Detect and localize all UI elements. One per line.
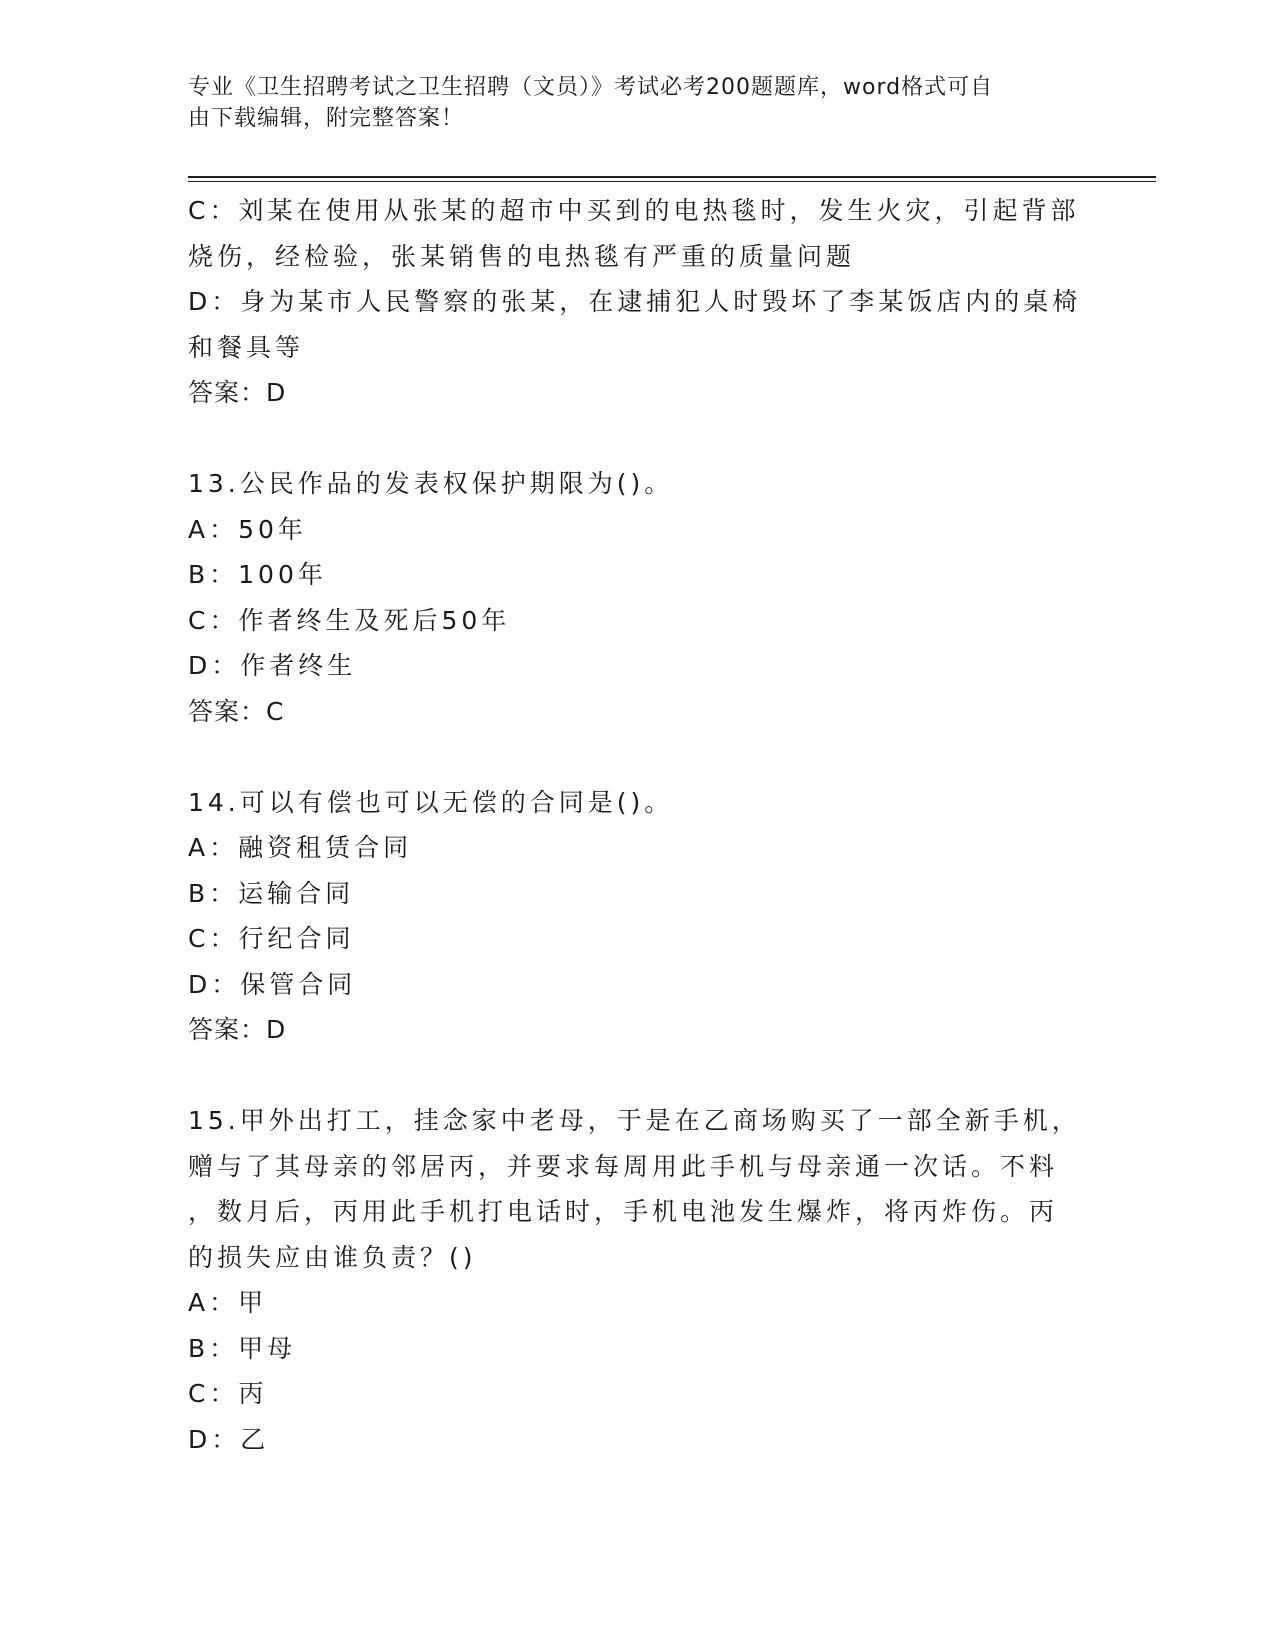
option-c: C：丙 bbox=[188, 1379, 268, 1408]
header-title-line-1: 专业《卫生招聘考试之卫生招聘（文员）》考试必考200题题库，word格式可自 bbox=[188, 75, 994, 100]
option-d: D：作者终生 bbox=[188, 651, 357, 680]
question-14 bbox=[188, 780, 1088, 1053]
answer-text: 答案：D bbox=[188, 378, 287, 407]
option-c: C：作者终生及死后50年 bbox=[188, 605, 511, 635]
option-d-line-1: D：身为某市人民警察的张某，在逮捕犯人时毁坏了李某饭店内的桌椅 bbox=[188, 287, 1082, 316]
header-divider-thin bbox=[188, 181, 1156, 182]
question-stem-line-4: 的损失应由谁负责？() bbox=[188, 1242, 477, 1272]
option-c: C：行纪合同 bbox=[188, 924, 355, 953]
spacer bbox=[188, 416, 1088, 462]
question-stem-line-2: 赠与了其母亲的邻居丙，并要求每周用此手机与母亲通一次话。不料 bbox=[188, 1151, 1059, 1181]
spacer bbox=[188, 1053, 1088, 1099]
option-a: A：50年 bbox=[188, 514, 307, 544]
option-b: B：100年 bbox=[188, 560, 327, 589]
question-stem-line-1: 15.甲外出打工，挂念家中老母，于是在乙商场购买了一部全新手机， bbox=[188, 1106, 1081, 1135]
question-15 bbox=[188, 1098, 1088, 1462]
answer-text: 答案：D bbox=[188, 1015, 287, 1044]
option-b: B：运输合同 bbox=[188, 878, 355, 908]
option-a: A：甲 bbox=[188, 1288, 268, 1317]
question-stem: 14.可以有偿也可以无偿的合同是()。 bbox=[188, 787, 674, 817]
question-13 bbox=[188, 461, 1088, 734]
header-title-line-2: 由下载编辑，附完整答案！ bbox=[188, 106, 465, 131]
option-b: B：甲母 bbox=[188, 1333, 297, 1363]
question-stem-line-3: ，数月后，丙用此手机打电话时，手机电池发生爆炸，将丙炸伤。丙 bbox=[188, 1197, 1059, 1226]
option-d-line-2: 和餐具等 bbox=[188, 332, 305, 362]
option-c-line-1: C：刘某在使用从张某的超市中买到的电热毯时，发生火灾，引起背部 bbox=[188, 196, 1080, 225]
option-c-line-2: 烧伤，经检验，张某销售的电热毯有严重的质量问题 bbox=[188, 241, 856, 271]
question-12 bbox=[188, 188, 1088, 416]
question-stem: 13.公民作品的发表权保护期限为()。 bbox=[188, 469, 674, 498]
document-header bbox=[188, 72, 1088, 134]
header-divider-thick bbox=[188, 176, 1156, 178]
answer-text: 答案：C bbox=[188, 696, 285, 726]
option-d: D：乙 bbox=[188, 1424, 270, 1454]
spacer bbox=[188, 734, 1088, 780]
question-list bbox=[188, 188, 1088, 1462]
option-d: D：保管合同 bbox=[188, 969, 357, 999]
option-a: A：融资租赁合同 bbox=[188, 833, 413, 862]
